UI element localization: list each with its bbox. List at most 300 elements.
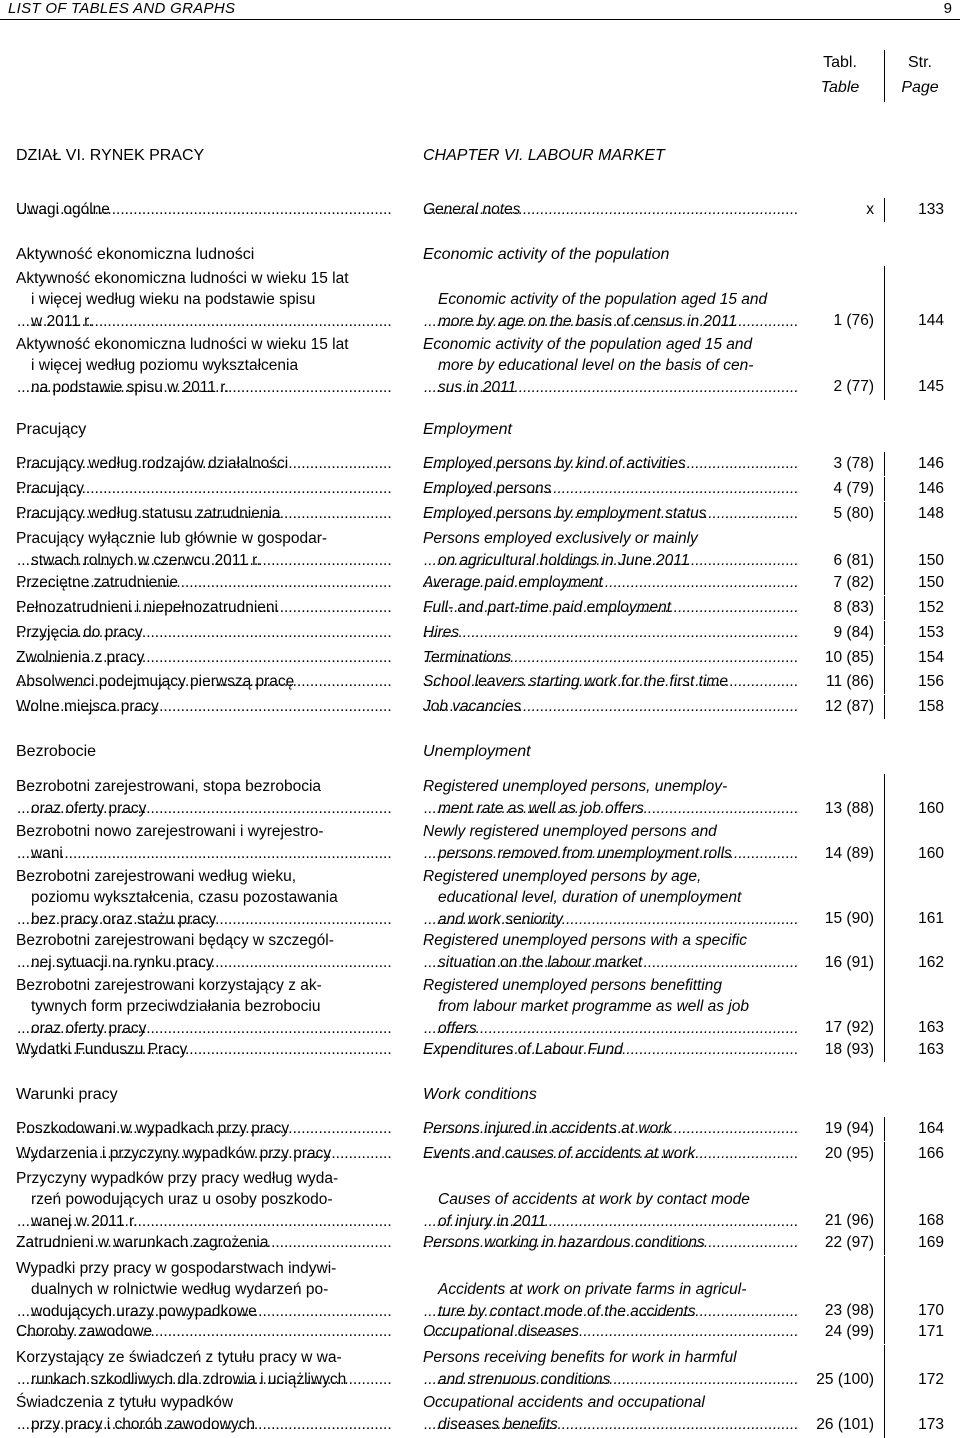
entry-line-en xyxy=(423,1301,799,1322)
entry-text-pl: Pracujący wyłącznie lub głównie w gospodar- xyxy=(16,530,328,547)
entry-title-en xyxy=(423,697,799,717)
entry-text-en: Persons working in hazardous conditions xyxy=(423,1234,705,1251)
entry-line-en xyxy=(423,821,799,843)
table-number[interactable]: 21 (96) xyxy=(824,1212,874,1230)
entry-title-pl xyxy=(16,573,392,593)
page-reference[interactable]: 158 xyxy=(918,698,944,715)
entry-text-pl: Świadczenia z tytułu wypadków xyxy=(16,1394,234,1411)
entry-line-pl xyxy=(16,1040,392,1060)
toc-entry[interactable] xyxy=(0,930,960,974)
entry-line-pl xyxy=(16,843,392,865)
entry-line-en xyxy=(423,866,799,887)
entry-line-en xyxy=(423,1233,799,1253)
page-reference[interactable]: 153 xyxy=(918,624,944,641)
entry-text-pl: Aktywność ekonomiczna ludności w wieku 15 lat xyxy=(16,336,349,353)
entry-title-en xyxy=(423,1347,799,1391)
toc-entry[interactable] xyxy=(0,648,960,668)
entry-line-pl xyxy=(16,776,392,798)
entry-title-en xyxy=(423,479,799,499)
entry-line-pl xyxy=(16,648,392,668)
page-reference[interactable]: 148 xyxy=(918,505,944,522)
entry-line-pl xyxy=(16,454,392,474)
entry-line-en xyxy=(423,1392,799,1414)
entry-text-pl: Pełnozatrudnieni i niepełnozatrudnieni xyxy=(16,599,278,616)
column-separator xyxy=(884,1345,885,1393)
entry-title-pl xyxy=(16,1168,392,1232)
entry-line-pl xyxy=(16,1189,392,1210)
page-reference[interactable]: 152 xyxy=(918,599,944,616)
section-title-en: Work conditions xyxy=(423,1086,537,1103)
entry-text-pl: oraz oferty pracy xyxy=(31,800,147,817)
column-separator xyxy=(884,571,885,595)
column-separator xyxy=(884,646,885,670)
entry-text-en: Economic activity of the population aged 15 and xyxy=(423,336,753,353)
page-reference[interactable]: 166 xyxy=(918,1145,944,1162)
entry-line-en xyxy=(423,1279,799,1300)
toc-entry[interactable] xyxy=(0,1347,960,1391)
entry-line-en xyxy=(423,528,799,550)
table-number[interactable]: 6 (81) xyxy=(833,552,874,569)
entry-text-en: Registered unemployed persons benefitting xyxy=(423,977,722,994)
entry-title-en xyxy=(423,1392,799,1436)
entry-text-en: Registered unemployed persons with a specific xyxy=(423,932,747,949)
page-reference[interactable]: 133 xyxy=(918,201,944,218)
column-separator xyxy=(884,1390,885,1438)
entry-line-en xyxy=(423,573,799,593)
entry-line-en xyxy=(423,454,799,474)
column-separator xyxy=(884,928,885,976)
page-reference[interactable]: 173 xyxy=(918,1416,944,1433)
page-reference[interactable]: 150 xyxy=(918,552,944,569)
entry-text-pl: Wydarzenia i przyczyny wypadków przy pracy xyxy=(16,1145,332,1162)
entry-line-pl xyxy=(16,504,392,524)
toc-entry[interactable] xyxy=(0,672,960,692)
toc-entry[interactable] xyxy=(0,573,960,593)
page-column-header xyxy=(890,50,950,100)
entry-line-en xyxy=(423,1168,799,1189)
entry-line-pl xyxy=(16,377,392,398)
toc-entry[interactable] xyxy=(0,1233,960,1253)
entry-title-en xyxy=(423,1119,799,1139)
entry-text-pl: wanej w 2011 r. xyxy=(31,1212,138,1230)
entry-text-pl: Poszkodowani w wypadkach przy pracy xyxy=(16,1120,290,1137)
entry-title-pl xyxy=(16,672,392,692)
entry-title-pl xyxy=(16,776,392,820)
entry-line-pl xyxy=(16,1144,392,1164)
entry-text-en: from labour market programme as well as job xyxy=(438,998,749,1016)
entry-line-pl xyxy=(16,289,392,310)
table-number[interactable]: 22 (97) xyxy=(824,1234,874,1251)
entry-title-pl xyxy=(16,866,392,930)
toc-entry[interactable] xyxy=(0,479,960,499)
entry-line-en xyxy=(423,268,799,289)
entry-line-en xyxy=(423,1322,799,1342)
entry-text-en: more by educational level on the basis of cen- xyxy=(438,357,754,375)
entry-line-pl xyxy=(16,355,392,376)
page-reference[interactable]: 146 xyxy=(918,455,944,472)
entry-text-pl: na podstawie spisu w 2011 r. xyxy=(31,378,229,396)
entry-text-en: Persons employed exclusively or mainly xyxy=(423,530,698,547)
entry-text-en: diseases benefits xyxy=(438,1416,558,1433)
column-separator xyxy=(884,864,885,932)
entry-text-en: persons removed from unemployment rolls xyxy=(438,845,732,862)
page-number: 9 xyxy=(943,0,952,17)
page-reference[interactable]: 145 xyxy=(918,378,944,396)
entry-line-en xyxy=(423,200,799,220)
table-number[interactable]: 23 (98) xyxy=(824,1302,874,1320)
page-reference[interactable]: 171 xyxy=(918,1323,944,1340)
entry-line-en xyxy=(423,887,799,908)
column-separator xyxy=(884,621,885,645)
page-reference[interactable]: 169 xyxy=(918,1234,944,1251)
toc-entry[interactable] xyxy=(0,268,960,332)
page-reference[interactable]: 163 xyxy=(918,1019,944,1037)
section-title-en: Economic activity of the population xyxy=(423,246,670,263)
table-number[interactable]: 13 (88) xyxy=(824,800,874,817)
table-header-pl: Tabl. xyxy=(823,54,857,71)
table-number[interactable]: 16 (91) xyxy=(824,954,874,971)
entry-title-pl xyxy=(16,504,392,524)
header-rule xyxy=(0,19,960,20)
entry-text-pl: rzeń powodujących uraz u osoby poszkodo- xyxy=(31,1191,333,1209)
entry-text-pl: tywnych form przeciwdziałania bezrobociu xyxy=(31,998,321,1016)
section-title-pl: Warunki pracy xyxy=(16,1086,118,1103)
entry-line-pl xyxy=(16,1322,392,1342)
table-number[interactable]: 12 (87) xyxy=(824,698,874,715)
entry-text-pl: przy pracy i chorób zawodowych xyxy=(31,1416,255,1433)
toc-entry[interactable] xyxy=(0,454,960,474)
toc-entry[interactable] xyxy=(0,623,960,643)
entry-text-en: Registered unemployed persons, unemploy- xyxy=(423,778,728,795)
column-separator xyxy=(884,1117,885,1141)
page-reference[interactable]: 160 xyxy=(918,800,944,817)
entry-text-en: Hires xyxy=(423,624,460,641)
entry-line-en xyxy=(423,334,799,355)
toc-entry[interactable] xyxy=(0,697,960,717)
entry-text-en: Employed persons by kind of activities xyxy=(423,455,686,472)
entry-line-en xyxy=(423,1369,799,1391)
entry-text-pl: wani xyxy=(31,845,63,862)
entry-title-pl xyxy=(16,1040,392,1060)
toc-entry[interactable] xyxy=(0,1168,960,1232)
toc-entry[interactable] xyxy=(0,821,960,865)
entry-line-pl xyxy=(16,672,392,692)
table-number[interactable]: 3 (78) xyxy=(833,455,874,472)
toc-entry[interactable] xyxy=(0,1119,960,1139)
toc-entry[interactable] xyxy=(0,528,960,572)
entry-line-pl xyxy=(16,1347,392,1369)
page-reference[interactable]: 154 xyxy=(918,649,944,666)
column-separator xyxy=(884,332,885,400)
entry-line-pl xyxy=(16,268,392,289)
page-header-pl: Str. xyxy=(907,54,932,71)
entry-line-pl xyxy=(16,1414,392,1436)
table-number[interactable]: 14 (89) xyxy=(824,845,874,862)
entry-text-en: Registered unemployed persons by age, xyxy=(423,868,702,885)
column-separator xyxy=(884,1166,885,1234)
table-number[interactable]: 7 (82) xyxy=(833,574,874,591)
toc-entry[interactable] xyxy=(0,1258,960,1322)
table-number[interactable]: 10 (85) xyxy=(824,649,874,666)
table-number[interactable]: x xyxy=(866,201,874,218)
entry-title-en xyxy=(423,573,799,593)
entry-title-pl xyxy=(16,454,392,474)
column-separator xyxy=(884,774,885,822)
toc-entry[interactable] xyxy=(0,866,960,930)
entry-text-pl: bez pracy oraz stażu pracy xyxy=(31,910,217,928)
table-number[interactable]: 18 (93) xyxy=(824,1041,874,1058)
entry-text-en: School leavers starting work for the first time xyxy=(423,673,728,690)
entry-line-en xyxy=(423,909,799,930)
entry-text-en: of injury in 2011 xyxy=(438,1212,547,1230)
entry-text-pl: Bezrobotni zarejestrowani będący w szczegól- xyxy=(16,932,334,949)
toc-entry[interactable] xyxy=(0,200,960,220)
page-header-en: Page xyxy=(901,79,939,96)
entry-text-en: Causes of accidents at work by contact mode xyxy=(438,1191,750,1209)
entry-line-en xyxy=(423,311,799,332)
toc-entry[interactable] xyxy=(0,975,960,1039)
entry-text-pl: i więcej według poziomu wykształcenia xyxy=(31,357,299,375)
toc-entry[interactable] xyxy=(0,1040,960,1060)
entry-title-pl xyxy=(16,1233,392,1253)
page-reference[interactable]: 161 xyxy=(918,910,944,928)
toc-entry[interactable] xyxy=(0,334,960,398)
entry-title-en xyxy=(423,623,799,643)
table-number[interactable]: 26 (101) xyxy=(816,1416,874,1433)
page-reference[interactable]: 168 xyxy=(918,1212,944,1230)
entry-line-pl xyxy=(16,1279,392,1300)
page-reference[interactable]: 172 xyxy=(918,1371,944,1388)
column-separator xyxy=(884,1142,885,1166)
entry-title-en xyxy=(423,528,799,572)
entry-line-en xyxy=(423,1144,799,1164)
table-number[interactable]: 4 (79) xyxy=(833,480,874,497)
entry-line-pl xyxy=(16,975,392,996)
entry-text-en: ment rate as well as job offers xyxy=(438,800,644,817)
entry-line-en xyxy=(423,550,799,572)
entry-text-pl: Przeciętne zatrudnienie xyxy=(16,574,178,591)
entry-text-en: ture by contact mode of the accidents xyxy=(438,1302,696,1320)
entry-text-pl: Zwolnienia z pracy xyxy=(16,649,145,666)
table-header-en: Table xyxy=(820,79,860,96)
toc-entry[interactable] xyxy=(0,1392,960,1436)
entry-title-pl xyxy=(16,623,392,643)
entry-text-pl: stwach rolnych w czerwcu 2011 r. xyxy=(31,552,261,569)
entry-line-en xyxy=(423,1258,799,1279)
entry-title-pl xyxy=(16,479,392,499)
entry-line-en xyxy=(423,355,799,376)
entry-title-pl xyxy=(16,648,392,668)
entry-title-pl xyxy=(16,821,392,865)
entry-text-en: Events and causes of accidents at work xyxy=(423,1145,696,1162)
entry-title-en xyxy=(423,672,799,692)
entry-text-en: more by age on the basis of census in 2011 xyxy=(438,312,737,330)
table-number[interactable]: 5 (80) xyxy=(833,505,874,522)
entry-text-pl: Wydatki Funduszu Pracy xyxy=(16,1041,188,1058)
entry-text-pl: Pracujący xyxy=(16,480,85,497)
table-number[interactable]: 20 (95) xyxy=(824,1145,874,1162)
page-reference[interactable]: 170 xyxy=(918,1302,944,1320)
entry-text-en: Persons receiving benefits for work in harmful xyxy=(423,1349,737,1366)
table-number[interactable]: 17 (92) xyxy=(824,1019,874,1037)
entry-line-pl xyxy=(16,1211,392,1232)
entry-text-pl: Wolne miejsca pracy xyxy=(16,698,159,715)
table-number[interactable]: 8 (83) xyxy=(833,599,874,616)
toc-entry[interactable] xyxy=(0,1322,960,1342)
entry-title-pl xyxy=(16,200,392,220)
table-number[interactable]: 15 (90) xyxy=(824,910,874,928)
entry-text-pl: nej sytuacji na rynku pracy xyxy=(31,954,214,971)
entry-line-en xyxy=(423,598,799,618)
entry-text-pl: Pracujący według rodzajów działalności xyxy=(16,455,289,472)
entry-text-en: on agricultural holdings in June 2011 xyxy=(438,552,690,569)
entry-text-pl: Wypadki przy pracy w gospodarstwach indywi- xyxy=(16,1260,337,1277)
column-separator xyxy=(884,670,885,694)
entry-text-en: offers xyxy=(438,1019,477,1037)
entry-title-pl xyxy=(16,1392,392,1436)
entry-text-en: Economic activity of the population aged 15 and xyxy=(438,291,768,309)
entry-title-pl xyxy=(16,268,392,332)
entry-text-en: Expenditures of Labour Fund xyxy=(423,1041,623,1058)
section-title-en: Unemployment xyxy=(423,743,531,760)
entry-line-pl xyxy=(16,1301,392,1322)
page-reference[interactable]: 156 xyxy=(918,673,944,690)
column-separator xyxy=(884,50,885,102)
entry-line-pl xyxy=(16,1258,392,1279)
entry-title-pl xyxy=(16,697,392,717)
entry-text-en: Job vacancies xyxy=(423,698,522,715)
running-title: LIST OF TABLES AND GRAPHS xyxy=(8,0,236,17)
page-reference[interactable]: 146 xyxy=(918,480,944,497)
entry-title-pl xyxy=(16,334,392,398)
entry-title-en xyxy=(423,866,799,930)
entry-text-pl: poziomu wykształcenia, czasu pozostawania xyxy=(31,889,338,907)
table-number[interactable]: 19 (94) xyxy=(824,1120,874,1137)
entry-line-en xyxy=(423,1040,799,1060)
entry-line-en xyxy=(423,479,799,499)
entry-title-en xyxy=(423,598,799,618)
entry-line-en xyxy=(423,697,799,717)
entry-text-en: Occupational accidents and occupational xyxy=(423,1394,705,1411)
page-reference[interactable]: 160 xyxy=(918,845,944,862)
entry-title-en xyxy=(423,1322,799,1342)
entry-line-en xyxy=(423,504,799,524)
section-title-pl: Bezrobocie xyxy=(16,743,97,760)
entry-text-pl: Pracujący według statusu zatrudnienia xyxy=(16,505,281,522)
entry-title-pl xyxy=(16,528,392,572)
entry-line-pl xyxy=(16,1369,392,1391)
table-number[interactable]: 24 (99) xyxy=(824,1323,874,1340)
entry-title-pl xyxy=(16,1119,392,1139)
page-reference[interactable]: 163 xyxy=(918,1041,944,1058)
entry-text-en: Full- and part-time paid employment xyxy=(423,599,672,616)
entry-text-pl: wodujących urazy powypadkowe xyxy=(31,1302,257,1320)
entry-title-en xyxy=(423,200,799,220)
entry-text-en: Employed persons by employment status xyxy=(423,505,707,522)
entry-line-en xyxy=(423,672,799,692)
entry-text-pl: Przyczyny wypadków przy pracy według wyda- xyxy=(16,1170,339,1187)
entry-text-en: General notes xyxy=(423,201,521,218)
entry-line-pl xyxy=(16,479,392,499)
column-separator xyxy=(884,819,885,867)
entry-text-pl: Choroby zawodowe xyxy=(16,1323,153,1340)
page-reference[interactable]: 144 xyxy=(918,312,944,330)
toc-entry[interactable] xyxy=(0,1144,960,1164)
entry-text-en: Persons injured in accidents at work xyxy=(423,1120,672,1137)
entry-line-pl xyxy=(16,573,392,593)
entry-title-pl xyxy=(16,598,392,618)
entry-text-en: Newly registered unemployed persons and xyxy=(423,823,717,840)
page-reference[interactable]: 162 xyxy=(918,954,944,971)
page-reference[interactable]: 164 xyxy=(918,1120,944,1137)
entry-line-pl xyxy=(16,550,392,572)
entry-line-pl xyxy=(16,311,392,332)
column-separator xyxy=(884,1320,885,1344)
toc-entry[interactable] xyxy=(0,504,960,524)
section-title-en: Employment xyxy=(423,421,512,438)
entry-line-en xyxy=(423,776,799,798)
entry-text-pl: Zatrudnieni w warunkach zagrożenia xyxy=(16,1234,269,1251)
toc-entry[interactable] xyxy=(0,598,960,618)
table-number[interactable]: 1 (76) xyxy=(833,312,874,330)
entry-line-en xyxy=(423,1189,799,1210)
entry-line-en xyxy=(423,975,799,996)
entry-line-pl xyxy=(16,866,392,887)
entry-line-pl xyxy=(16,821,392,843)
entry-text-pl: Przyjęcia do pracy xyxy=(16,624,143,641)
entry-title-pl xyxy=(16,1322,392,1342)
toc-entry[interactable] xyxy=(0,776,960,820)
entry-text-pl: Korzystający ze świadczeń z tytułu pracy w wa- xyxy=(16,1349,342,1366)
entry-title-en xyxy=(423,1233,799,1253)
entry-text-pl: Bezrobotni zarejestrowani według wieku, xyxy=(16,868,297,885)
entry-title-en xyxy=(423,975,799,1039)
entry-text-en: Terminations xyxy=(423,649,512,666)
entry-text-pl: runkach szkodliwych dla zdrowia i uciążliwych xyxy=(31,1371,347,1388)
table-number[interactable]: 2 (77) xyxy=(833,378,874,396)
entry-title-en xyxy=(423,821,799,865)
entry-text-pl: Bezrobotni zarejestrowani korzystający z ak- xyxy=(16,977,322,994)
entry-title-pl xyxy=(16,930,392,974)
entry-text-en: and work seniority xyxy=(438,910,563,928)
chapter-title-en: CHAPTER VI. LABOUR MARKET xyxy=(423,147,665,164)
entry-line-pl xyxy=(16,598,392,618)
section-title-pl: Pracujący xyxy=(16,421,87,438)
entry-line-pl xyxy=(16,909,392,930)
column-separator xyxy=(884,526,885,574)
entry-line-pl xyxy=(16,623,392,643)
entry-text-en: Accidents at work on private farms in agricul- xyxy=(438,1281,747,1299)
entry-text-pl: i więcej według wieku na podstawie spisu xyxy=(31,291,316,309)
entry-title-pl xyxy=(16,1144,392,1164)
page-reference[interactable]: 150 xyxy=(918,574,944,591)
entry-text-en: Average paid employment xyxy=(423,574,603,591)
entry-title-en xyxy=(423,1168,799,1232)
entry-line-en xyxy=(423,843,799,865)
entry-text-pl: w 2011 r. xyxy=(31,312,93,330)
page-header xyxy=(0,0,960,20)
column-separator xyxy=(884,1231,885,1255)
table-number[interactable]: 25 (100) xyxy=(816,1371,874,1388)
chapter-title-pl: DZIAŁ VI. RYNEK PRACY xyxy=(16,147,205,164)
entry-text-en: situation on the labour market xyxy=(438,954,643,971)
table-number[interactable]: 9 (84) xyxy=(833,624,874,641)
entry-line-en xyxy=(423,289,799,310)
table-number[interactable]: 11 (86) xyxy=(826,673,874,690)
entry-text-pl: Bezrobotni nowo zarejestrowani i wyrejestro- xyxy=(16,823,324,840)
entry-line-pl xyxy=(16,1119,392,1139)
entry-line-en xyxy=(423,996,799,1017)
